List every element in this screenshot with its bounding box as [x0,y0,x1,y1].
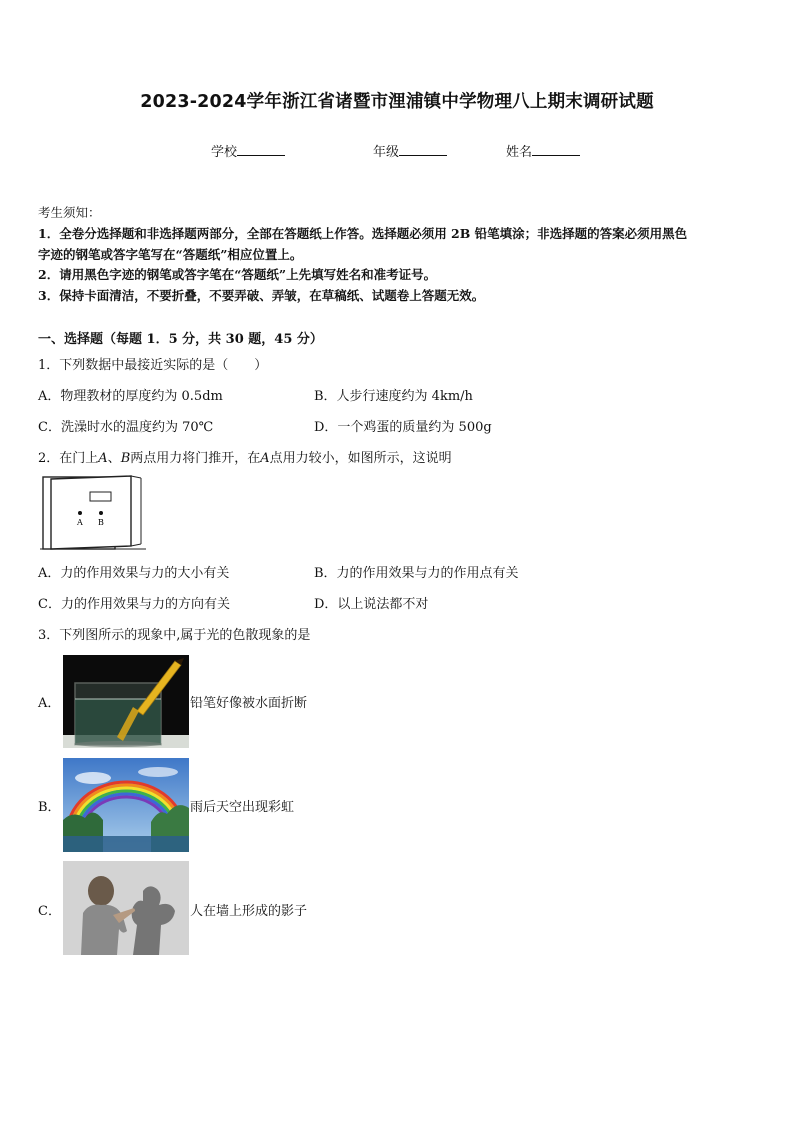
door-point-b [99,511,103,515]
notice-line-3: 3．保持卡面清洁，不要折叠，不要弄破、弄皱，在草稿纸、试题卷上答题无效。 [38,288,485,303]
q2-stem-part: 点用力较小，如图所示，这说明 [269,451,452,466]
notice-line-1b: 字迹的钢笔或答字笔写在“答题纸”相应位置上。 [38,247,303,262]
q3-option-a-letter: A． [38,696,61,711]
q3-option-a-text: 铅笔好像被水面折断 [190,696,308,711]
q2-stem-part: 、 [107,451,121,466]
q2-stem-part: 两点用力将门推开，在 [130,451,261,466]
name-blank [532,143,580,156]
q3-option-b-letter: B． [38,800,61,815]
pencil-in-water-image [63,655,189,748]
school-blank [237,143,285,156]
name-field [506,141,580,160]
school-field [211,141,285,160]
q2-stem-part: 2．在门上 [38,451,99,466]
q3-option-c-text: 人在墙上形成的影子 [190,904,308,919]
q2-point-a: A [98,451,108,466]
q2-stem [38,447,452,466]
grade-blank [399,143,447,156]
q2-option-a: A．力的作用效果与力的大小有关 [38,566,230,581]
notice-line-1a: 1．全卷分选择题和非选择题两部分，全部在答题纸上作答。选择题必须用 2B 铅笔填涂；非选择题的答案必须用黑色 [38,226,688,241]
q3-option-c-letter: C． [38,904,61,919]
door-label-b: B [98,518,104,527]
name-label: 姓名 [506,145,533,160]
door-label-a: A [77,518,83,527]
q3-stem: 3．下列图所示的现象中,属于光的色散现象的是 [38,628,311,643]
door-edge [131,476,141,478]
door-figure [38,473,146,553]
grade-field [373,141,447,160]
q2-option-c: C．力的作用效果与力的方向有关 [38,597,230,612]
q1-option-b: B．人步行速度约为 4km/h [314,389,473,404]
shadow-image [63,861,189,955]
q1-option-a: A．物理教材的厚度约为 0.5dm [38,389,223,404]
notice-heading: 考生须知： [38,205,101,220]
q1-stem: 1．下列数据中最接近实际的是（ ） [38,358,268,373]
grade-label: 年级 [373,145,400,160]
door-point-a [78,511,82,515]
q1-option-c: C．洗澡时水的温度约为 70℃ [38,420,214,435]
q3-option-b-text: 雨后天空出现彩虹 [190,800,295,815]
rainbow-image [63,758,189,852]
q2-point-a: A [260,451,270,466]
door-panel [51,476,131,549]
q1-option-d: D．一个鸡蛋的质量约为 500g [314,420,492,435]
page-title: 2023-2024学年浙江省诸暨市浬浦镇中学物理八上期末调研试题 [140,92,654,112]
lake [63,836,189,852]
boy-head [88,876,114,906]
q2-option-b: B．力的作用效果与力的作用点有关 [314,566,519,581]
section-heading: 一、选择题（每题 1．5 分，共 30 题，45 分） [38,332,323,347]
school-label: 学校 [211,145,238,160]
q2-option-d: D．以上说法都不对 [314,597,429,612]
notice-line-2: 2．请用黑色字迹的钢笔或答字笔在“答题纸”上先填写姓名和准考证号。 [38,267,437,282]
door-edge [131,544,141,546]
q2-point-b: B [120,451,131,466]
